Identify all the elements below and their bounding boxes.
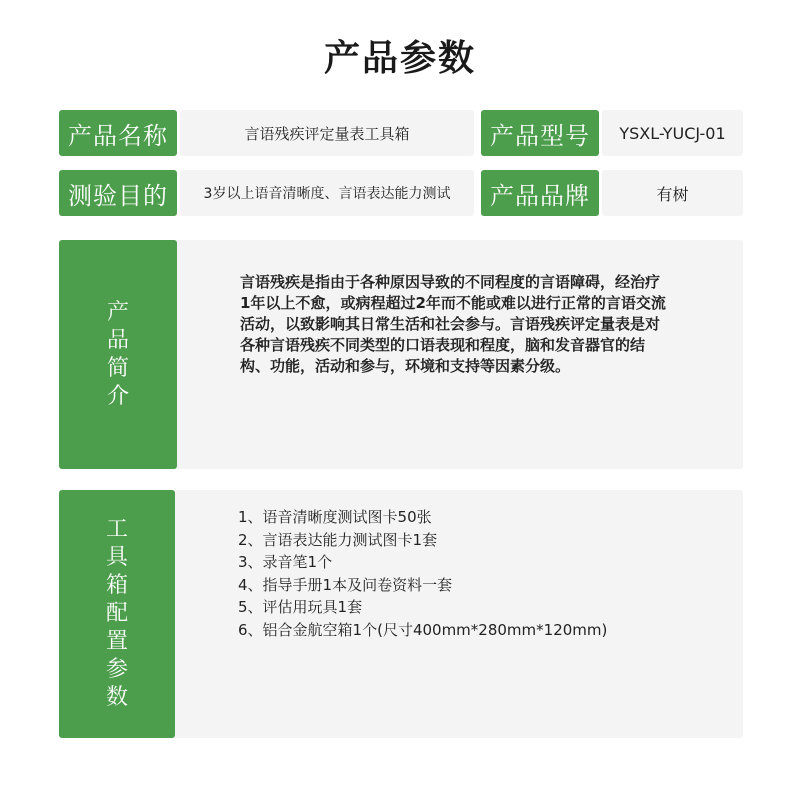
list-item: 3、录音笔1个 bbox=[238, 553, 333, 571]
product-name-label: 产品名称 bbox=[59, 110, 177, 156]
product-brand-value: 有树 bbox=[602, 170, 743, 216]
test-purpose-value: 3岁以上语音清晰度、言语表达能力测试 bbox=[180, 170, 474, 216]
product-model-label: 产品型号 bbox=[481, 110, 599, 156]
toolbox-label-box bbox=[59, 490, 175, 738]
intro-label-box bbox=[59, 240, 177, 469]
intro-text: 言语残疾是指由于各种原因导致的不同程度的言语障碍，经治疗1年以上不愈，或病程超过2年而不能或难以进行正常的言语交流活动，以致影响其日常生活和社会参与。言语残疾评定量表是对各种言语残疾不同类型的口语表现和程度，脑和发音器官的结构、功能，活动和参与，环境和支持等因素分级。 bbox=[240, 273, 666, 375]
list-item: 5、评估用玩具1套 bbox=[238, 598, 363, 616]
toolbox-list bbox=[238, 506, 698, 641]
list-item: 2、言语表达能力测试图卡1套 bbox=[238, 530, 438, 549]
toolbox-label: 工具箱配置参数 bbox=[105, 517, 128, 710]
product-model-value: YSXL-YUCJ-01 bbox=[602, 110, 743, 156]
intro-label: 产品简介 bbox=[106, 299, 129, 409]
page-title: 产品参数 bbox=[323, 38, 476, 79]
product-name-value: 言语残疾评定量表工具箱 bbox=[180, 110, 474, 156]
list-item: 1、语音清晰度测试图卡50张 bbox=[238, 508, 432, 526]
list-item: 4、指导手册1本及问卷资料一套 bbox=[238, 575, 453, 594]
list-item: 6、铝合金航空箱1个(尺寸400mm*280mm*120mm) bbox=[238, 620, 608, 639]
product-brand-label: 产品品牌 bbox=[481, 170, 599, 216]
test-purpose-label: 测验目的 bbox=[59, 170, 177, 216]
